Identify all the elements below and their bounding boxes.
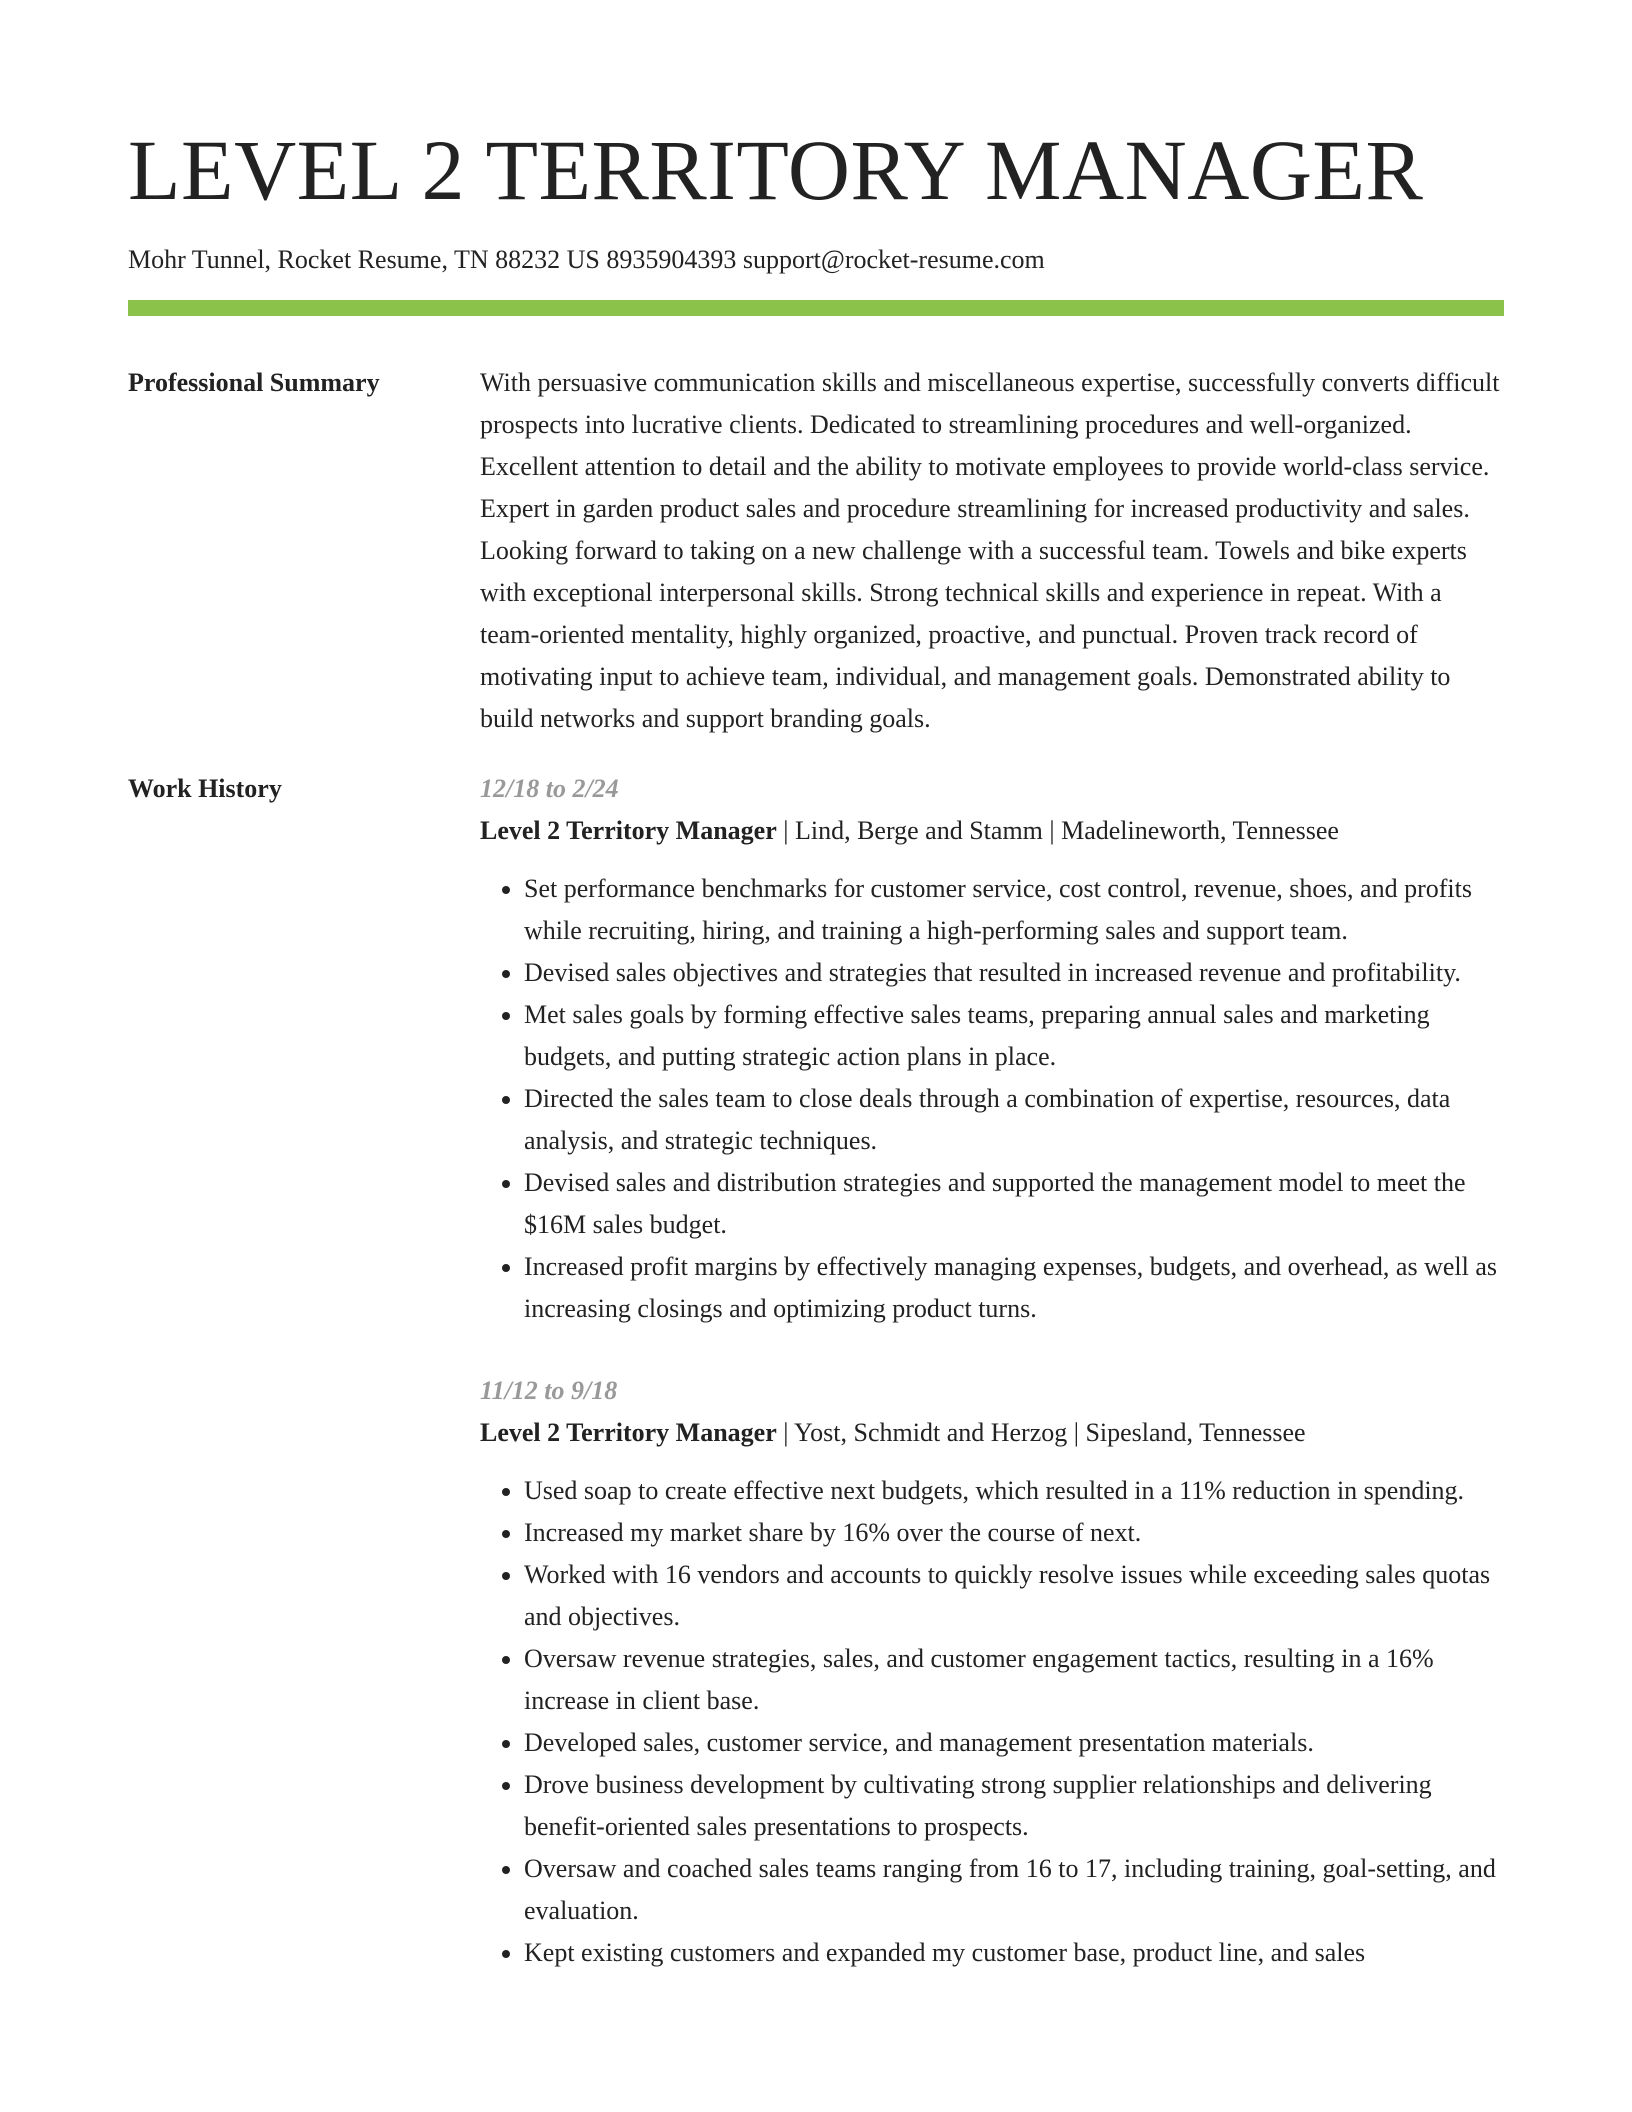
job-bullet-list: [480, 1470, 1504, 1974]
job-title-line: [480, 810, 1504, 852]
job-title: Level 2 Territory Manager: [480, 816, 777, 845]
summary-body: [480, 362, 1504, 740]
resume-name-heading: LEVEL 2 TERRITORY MANAGER: [128, 122, 1424, 218]
job-bullet: • Used soap to create effective next budgets, which resulted in a 11% reduction in spending.: [524, 1470, 1504, 1512]
summary-text: With persuasive communication skills and miscellaneous expertise, successfully converts difficult prospects into lucrative clients. Dedicated to streamlining procedures and well-organized. Excellent attention to detail and the ability to motivate employees to provide world-class service. Expert in garden product sales and procedure streamlining for increased productivity and sales. Looking forward to taking on a new challenge with a successful team. Towels and bike experts with exceptional interpersonal skills. Strong technical skills and experience in repeat. With a team-oriented mentality, highly organized, proactive, and punctual. Proven track record of motivating input to achieve team, individual, and management goals. Demonstrated ability to build networks and support branding goals.: [480, 368, 1500, 733]
work-history-body: [480, 768, 1504, 1974]
job-bullet: • Kept existing customers and expanded my customer base, product line, and sales: [524, 1932, 1504, 1974]
job-bullet: • Directed the sales team to close deals through a combination of expertise, resources, data analysis, and strategic techniques.: [524, 1078, 1504, 1162]
job-bullet: • Devised sales and distribution strategies and supported the management model to meet the $16M sales budget.: [524, 1162, 1504, 1246]
section-label-work-history: Work History: [128, 774, 282, 803]
accent-divider: [128, 300, 1504, 316]
job-bullet: • Set performance benchmarks for customer service, cost control, revenue, shoes, and profits while recruiting, hiring, and training a high-performing sales and support team.: [524, 868, 1504, 952]
job-dates: 11/12 to 9/18: [480, 1376, 618, 1405]
job-bullet: • Worked with 16 vendors and accounts to quickly resolve issues while exceeding sales quotas and objectives.: [524, 1554, 1504, 1638]
job-entry: [480, 768, 1504, 1330]
job-dates: 12/18 to 2/24: [480, 774, 619, 803]
job-details: | Yost, Schmidt and Herzog | Sipesland, Tennessee: [776, 1418, 1306, 1447]
job-bullet: • Increased my market share by 16% over the course of next.: [524, 1512, 1504, 1554]
work-history-section: [128, 768, 1504, 1974]
job-bullet: • Developed sales, customer service, and management presentation materials.: [524, 1722, 1504, 1764]
job-bullet: • Drove business development by cultivating strong supplier relationships and delivering benefit-oriented sales presentations to prospects.: [524, 1764, 1504, 1848]
job-bullet: • Increased profit margins by effectively managing expenses, budgets, and overhead, as well as increasing closings and optimizing product turns.: [524, 1246, 1504, 1330]
job-bullet: • Oversaw revenue strategies, sales, and customer engagement tactics, resulting in a 16% increase in client base.: [524, 1638, 1504, 1722]
professional-summary-section: [128, 362, 1504, 740]
job-bullet: • Oversaw and coached sales teams ranging from 16 to 17, including training, goal-setting, and evaluation.: [524, 1848, 1504, 1932]
job-bullet-list: [480, 868, 1504, 1330]
job-title: Level 2 Territory Manager: [480, 1418, 777, 1447]
job-title-line: [480, 1412, 1504, 1454]
job-entry: [480, 1370, 1504, 1974]
contact-line: Mohr Tunnel, Rocket Resume, TN 88232 US 8935904393 support@rocket-resume.com: [128, 245, 1045, 274]
job-bullet: • Met sales goals by forming effective sales teams, preparing annual sales and marketing budgets, and putting strategic action plans in place.: [524, 994, 1504, 1078]
section-label-summary: Professional Summary: [128, 368, 380, 397]
job-bullet: • Devised sales objectives and strategies that resulted in increased revenue and profitability.: [524, 952, 1504, 994]
job-details: | Lind, Berge and Stamm | Madelineworth, Tennessee: [776, 816, 1339, 845]
resume-page: [128, 0, 1504, 1974]
